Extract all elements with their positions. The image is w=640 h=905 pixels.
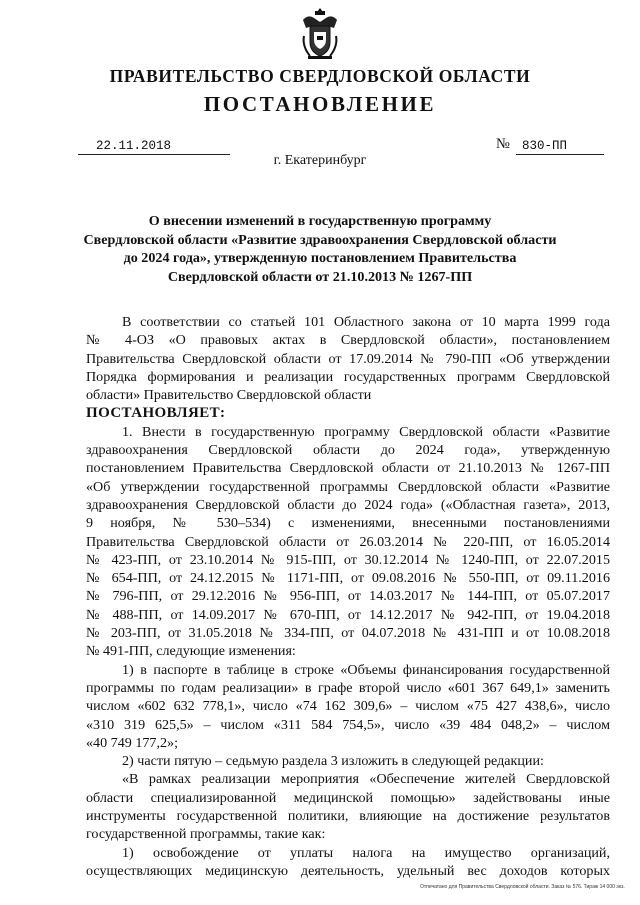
title-line: до 2024 года», утвержденную постановлением Правительства [123, 250, 517, 267]
body-line: осуществляющих медицинскую деятельность, удельный вес доходов которых [86, 862, 610, 879]
body-line: области специализированной медицинской помощью» задействованы иные [86, 789, 610, 806]
body-line: Правительства Свердловской области от 17.09.2014 № 790-ПП «Об утверждении [86, 350, 610, 367]
document-body [86, 313, 610, 880]
body-line: В соответствии со статьей 101 Областного закона от 10 марта 1999 года [122, 314, 610, 330]
body-line: № 423-ПП, от 23.10.2014 № 915-ПП, от 30.12.2014 № 1240-ПП, от 22.07.2015 [86, 551, 610, 568]
body-line: программы по годам реализации» в графе второй число «601 367 649,1» заменить [86, 679, 610, 696]
title-line: Свердловской области от 21.10.2013 № 1267-ПП [167, 268, 473, 285]
title-line: Свердловской области «Развитие здравоохранения Свердловской области [83, 231, 557, 248]
body-line: числом «602 632 778,1», число «74 162 309,6» – числом «75 427 438,6», число [86, 698, 610, 715]
body-line: № 654-ПП, от 24.12.2015 № 1171-ПП, от 09.08.2016 № 550-ПП, от 09.11.2016 [86, 570, 610, 587]
body-line: постановлением Правительства Свердловской области от 21.10.2013 № 1267-ПП [86, 460, 610, 477]
resolution-heading: ПОСТАНОВЛЯЕТ: [86, 405, 226, 422]
document-number: 830-ПП [516, 138, 604, 155]
body-line: «Об утверждении государственной программы Свердловской области «Развитие [86, 478, 610, 495]
body-line: 2) части пятую – седьмую раздела 3 изложить в следующей редакции: [122, 753, 544, 770]
body-line: № 491-ПП, следующие изменения: [86, 643, 296, 660]
coat-of-arms-icon [300, 6, 340, 60]
document-date: 22.11.2018 [78, 138, 230, 155]
title-line: О внесении изменений в государственную программу [148, 213, 492, 229]
body-line: здравоохранения Свердловской области до 2024 года», утвержденную [86, 442, 610, 459]
body-line: здравоохранения Свердловской области до 2024 года» («Областная газета», 2013, [86, 496, 610, 513]
organization-name: ПРАВИТЕЛЬСТВО СВЕРДЛОВСКОЙ ОБЛАСТИ [109, 66, 531, 86]
body-line: 1) в паспорте в таблице в строке «Объемы финансирования государственной [122, 661, 610, 678]
body-line: 1. Внести в государственную программу Свердловской области «Развитие [122, 423, 610, 440]
body-line: инструменты государственной политики, влияющие на достижение результатов [86, 808, 610, 825]
body-line: № 4-ОЗ «О правовых актах в Свердловской области», постановлением [86, 332, 610, 349]
body-line: № 203-ПП, от 31.05.2018 № 334-ПП, от 04.07.2018 № 431-ПП и от 10.08.2018 [86, 625, 610, 642]
body-line: 9 ноября, № 530–534) с изменениями, внесенными постановлениями [86, 515, 610, 532]
body-line: «В рамках реализации мероприятия «Обеспечение жителей Свердловской [122, 771, 610, 788]
city: г. Екатеринбург [273, 153, 367, 168]
document-number-label: № [496, 136, 510, 152]
body-line: Правительства Свердловской области от 26.03.2014 № 220-ПП, от 16.05.2014 [86, 533, 610, 550]
print-footer: Отпечатано для Правительства Свердловской области. Заказ № 576. Тираж 14 000 экз. [420, 884, 625, 890]
body-line: «310 319 625,5» – числом «311 584 754,5», число «39 484 048,2» – числом [86, 716, 610, 733]
body-line: государственной программы, такие как: [86, 826, 326, 843]
body-line: 1) освобождение от уплаты налога на имущество организаций, [122, 844, 610, 861]
document-title [60, 212, 580, 286]
body-line: области» Правительство Свердловской области [86, 387, 372, 404]
body-line: «40 749 177,2»; [86, 734, 179, 751]
document-type: ПОСТАНОВЛЕНИЕ [203, 92, 437, 116]
body-line: № 488-ПП, от 14.09.2017 № 670-ПП, от 14.12.2017 № 942-ПП, от 19.04.2018 [86, 606, 610, 623]
body-line: Порядка формирования и реализации государственных программ Свердловской [86, 368, 610, 385]
body-line: № 796-ПП, от 29.12.2016 № 956-ПП, от 14.03.2017 № 144-ПП, от 05.07.2017 [86, 588, 610, 605]
